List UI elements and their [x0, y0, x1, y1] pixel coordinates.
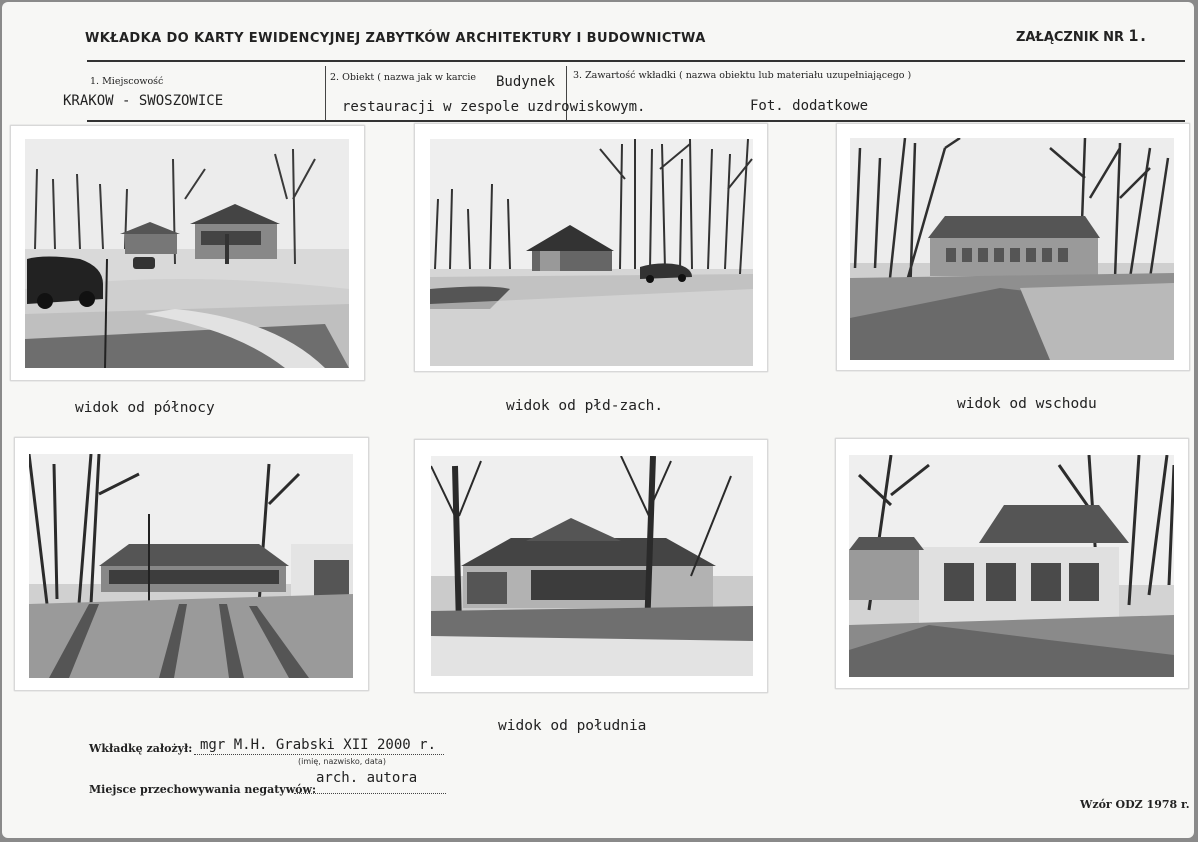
field-3-value: Fot. dodatkowe: [750, 98, 869, 114]
caption-south: widok od południa: [498, 718, 647, 734]
form-code: Wzór ODZ 1978 r.: [1080, 798, 1190, 811]
caption-east: widok od wschodu: [957, 396, 1097, 412]
caption-southwest: widok od płd-zach.: [506, 398, 664, 414]
photo-south-image-1: [29, 454, 353, 678]
photo-north-view: [10, 125, 365, 381]
field-divider-1: [325, 66, 326, 120]
photo-southwest-view: [414, 123, 768, 372]
negatives-value: arch. autora: [316, 770, 418, 786]
attachment-number: [1016, 26, 1148, 45]
photo-east-image: [850, 138, 1174, 360]
field-1-label: 1. Miejscowość: [90, 76, 164, 87]
form-sheet: [2, 2, 1194, 838]
author-value: mgr M.H. Grabski XII 2000 r.: [200, 737, 437, 753]
field-1-value: KRAKOW - SWOSZOWICE: [63, 93, 224, 109]
field-table-bottom-rule: [87, 120, 1185, 122]
photo-south-image-2: [431, 456, 753, 676]
photo-east-view: [836, 123, 1190, 371]
author-hint: (imię, nazwisko, data): [298, 757, 386, 766]
field-2-value-a: Budynek: [496, 74, 556, 90]
field-3-label: 3. Zawartość wkładki ( nazwa obiektu lub materiału uzupełniającego ): [573, 70, 912, 81]
photo-southwest-image: [430, 139, 753, 366]
field-2-label: 2. Obiekt ( nazwa jak w karcie: [330, 72, 477, 83]
caption-north: widok od północy: [75, 400, 215, 416]
author-dotted-line: [194, 754, 444, 755]
photo-south-view-3: [835, 438, 1189, 689]
attachment-label: ZAŁĄCZNIK NR: [1016, 30, 1125, 45]
photo-south-view-1: [14, 437, 369, 691]
attachment-number-value: 1.: [1128, 26, 1148, 45]
field-2-value-b: restauracji w zespole uzdrowiskowym.: [342, 99, 646, 115]
field-table-top-rule: [87, 60, 1185, 62]
negatives-label: Miejsce przechowywania negatywów:: [89, 783, 317, 796]
photo-south-view-2: [414, 439, 768, 693]
form-title: WKŁADKA DO KARTY EWIDENCYJNEJ ZABYTKÓW ARCHITEKTURY I BUDOWNICTWA: [85, 31, 706, 46]
photo-south-image-3: [849, 455, 1174, 677]
author-label: Wkładkę założył:: [89, 742, 193, 755]
negatives-dotted-line: [294, 793, 446, 794]
photo-north-image: [25, 139, 349, 368]
